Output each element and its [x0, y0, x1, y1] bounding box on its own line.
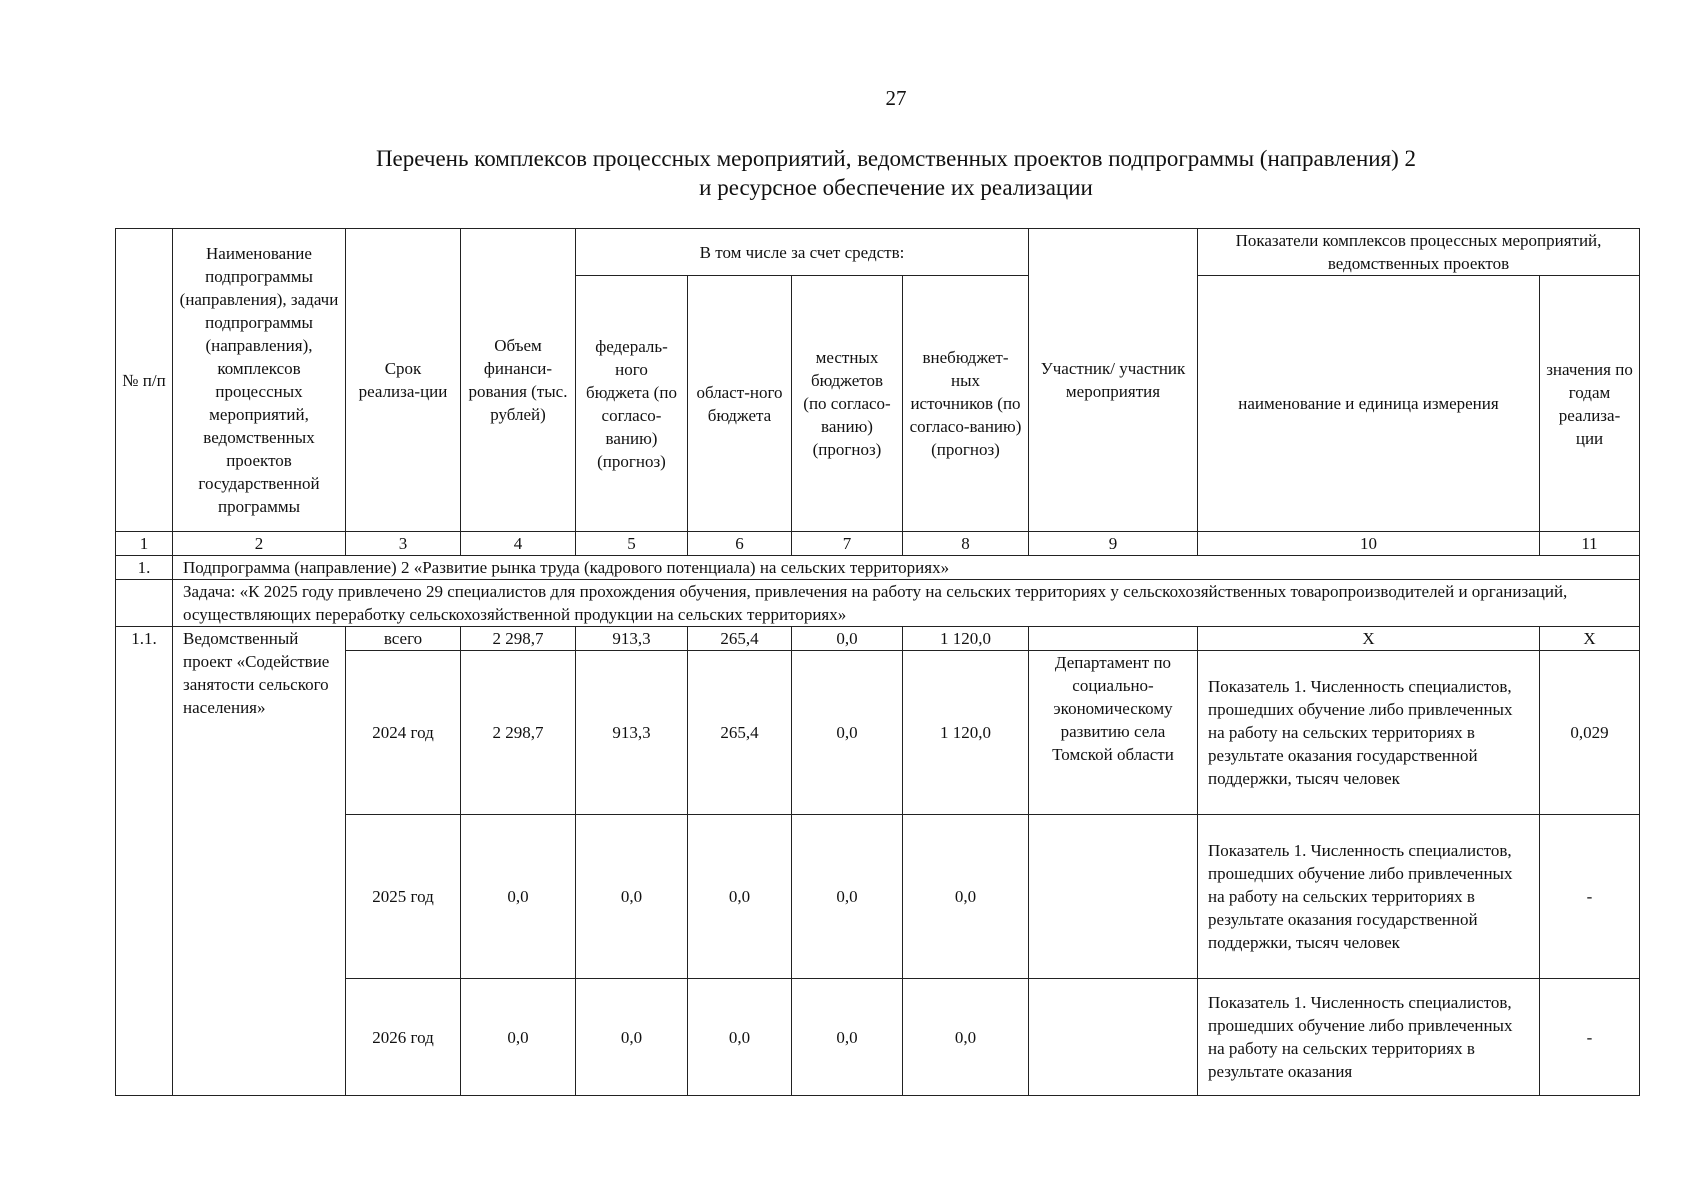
- column-number: 9: [1029, 532, 1198, 556]
- participant-cell: [1029, 627, 1198, 651]
- header-num: № п/п: [116, 229, 173, 532]
- task-row: [116, 580, 1640, 627]
- extrabudget-cell: 0,0: [903, 979, 1029, 1096]
- regional-cell: 265,4: [688, 651, 792, 815]
- header-indicator-name: наименование и единица измерения: [1198, 276, 1540, 532]
- regional-cell: 265,4: [688, 627, 792, 651]
- local-cell: 0,0: [792, 815, 903, 979]
- volume-cell: 2 298,7: [461, 651, 576, 815]
- federal-cell: 0,0: [576, 979, 688, 1096]
- value-cell: 0,029: [1540, 651, 1640, 815]
- subprogram-title: Подпрограмма (направление) 2 «Развитие рынка труда (кадрового потенциала) на сельских территориях»: [173, 556, 1640, 580]
- subprogram-row: [116, 556, 1640, 580]
- header-federal: федераль-ного бюджета (по согласо-ванию) (прогноз): [576, 276, 688, 532]
- header-sources-group: В том числе за счет средств:: [576, 229, 1029, 276]
- extrabudget-cell: 1 120,0: [903, 651, 1029, 815]
- column-number: 6: [688, 532, 792, 556]
- title-line-1: Перечень комплексов процессных мероприятий, ведомственных проектов подпрограммы (направления) 2: [375, 146, 1417, 171]
- regional-cell: 0,0: [688, 815, 792, 979]
- column-number: 11: [1540, 532, 1640, 556]
- project-num: 1.1.: [116, 627, 173, 1096]
- column-number: 1: [116, 532, 173, 556]
- page-title: [0, 144, 1698, 202]
- indicator-cell: Показатель 1. Численность специалистов, прошедших обучение либо привлеченных на работу на сельских территориях в результате оказания государственной поддержки, тысяч человек: [1198, 651, 1540, 815]
- column-number: 3: [346, 532, 461, 556]
- federal-cell: 913,3: [576, 627, 688, 651]
- column-number: 2: [173, 532, 346, 556]
- header-local: местных бюджетов (по согласо-ванию) (прогноз): [792, 276, 903, 532]
- federal-cell: 913,3: [576, 651, 688, 815]
- header-indicator-values: значения по годам реализа-ции: [1540, 276, 1640, 532]
- extrabudget-cell: 0,0: [903, 815, 1029, 979]
- column-number: 4: [461, 532, 576, 556]
- indicator-cell: Показатель 1. Численность специалистов, прошедших обучение либо привлеченных на работу на сельских территориях в результате оказания государственной поддержки, тысяч человек: [1198, 815, 1540, 979]
- volume-cell: 2 298,7: [461, 627, 576, 651]
- column-number: 7: [792, 532, 903, 556]
- program-table: [115, 228, 1640, 1096]
- participant-cell: [1029, 815, 1198, 979]
- task-text: Задача: «К 2025 году привлечено 29 специалистов для прохождения обучения, привлечения на работу на сельских территориях у сельскохозяйственных товаропроизводителей и организаций, осуществляющих переработку сельскохозяйственной продукции на сельских территориях»: [173, 580, 1640, 627]
- indicator-cell: Х: [1198, 627, 1540, 651]
- value-cell: Х: [1540, 627, 1640, 651]
- header-volume: Объем финанси-рования (тыс. рублей): [461, 229, 576, 532]
- column-number: 5: [576, 532, 688, 556]
- period-cell: всего: [346, 627, 461, 651]
- period-cell: 2025 год: [346, 815, 461, 979]
- column-number: 10: [1198, 532, 1540, 556]
- volume-cell: 0,0: [461, 815, 576, 979]
- subprogram-num: 1.: [116, 556, 173, 580]
- federal-cell: 0,0: [576, 815, 688, 979]
- extrabudget-cell: 1 120,0: [903, 627, 1029, 651]
- header-participant: Участник/ участник мероприятия: [1029, 229, 1198, 532]
- period-cell: 2026 год: [346, 979, 461, 1096]
- header-period: Срок реализа-ции: [346, 229, 461, 532]
- column-number: 8: [903, 532, 1029, 556]
- value-cell: -: [1540, 979, 1640, 1096]
- header-extrabudget: внебюджет-ных источников (по согласо-ванию) (прогноз): [903, 276, 1029, 532]
- project-name: Ведомственный проект «Содействие занятости сельского населения»: [173, 627, 346, 1096]
- title-line-2: и ресурсное обеспечение их реализации: [699, 175, 1093, 200]
- participant-cell: [1029, 979, 1198, 1096]
- value-cell: -: [1540, 815, 1640, 979]
- volume-cell: 0,0: [461, 979, 576, 1096]
- participant-cell: Департамент по социально-экономическому развитию села Томской области: [1029, 651, 1198, 815]
- column-numbers-row: [116, 532, 1640, 556]
- local-cell: 0,0: [792, 627, 903, 651]
- local-cell: 0,0: [792, 979, 903, 1096]
- regional-cell: 0,0: [688, 979, 792, 1096]
- page-number: 27: [885, 86, 907, 110]
- period-cell: 2024 год: [346, 651, 461, 815]
- header-name: Наименование подпрограммы (направления), задачи подпрограммы (направления), комплексов процессных мероприятий, ведомственных проектов государственной программы: [173, 229, 346, 532]
- local-cell: 0,0: [792, 651, 903, 815]
- indicator-cell: Показатель 1. Численность специалистов, прошедших обучение либо привлеченных на работу на сельских территориях в результате оказания: [1198, 979, 1540, 1096]
- header-indicators-group: Показатели комплексов процессных мероприятий, ведомственных проектов: [1198, 229, 1640, 276]
- header-regional: област-ного бюджета: [688, 276, 792, 532]
- table-row: [116, 627, 1640, 651]
